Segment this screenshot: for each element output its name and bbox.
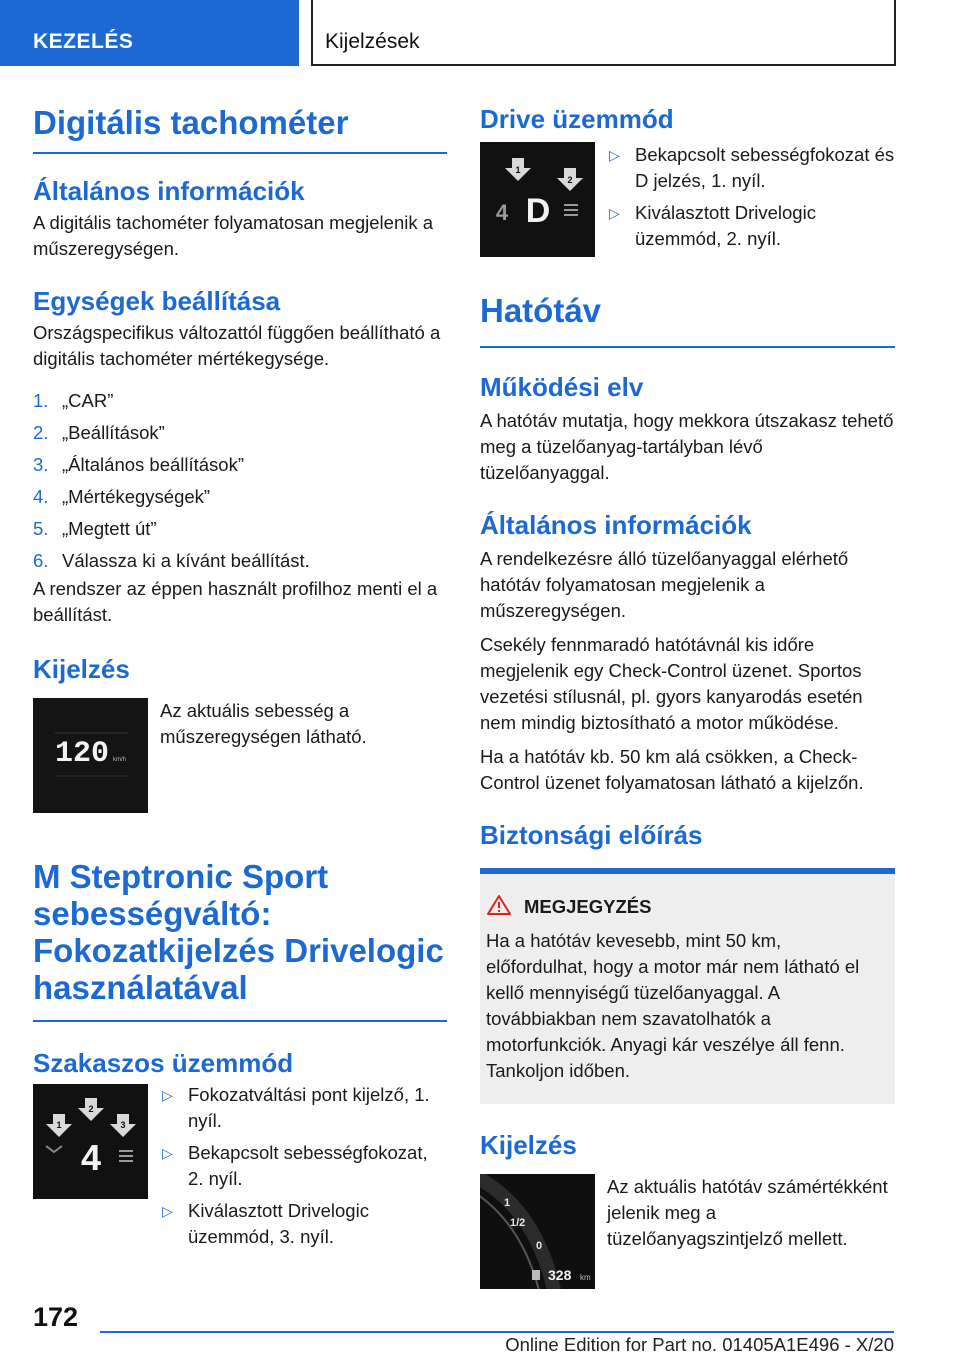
arrow-2-label: 2 xyxy=(567,175,573,185)
sequential-mode-list xyxy=(160,1082,447,1256)
gauge-label-empty: 0 xyxy=(536,1240,543,1252)
step-text: „Általános beállítások” xyxy=(62,454,245,475)
range-unit: km xyxy=(580,1273,591,1282)
sequential-mode-block xyxy=(33,1084,447,1254)
gauge-label-full: 1 xyxy=(504,1197,511,1209)
edition-text: Online Edition for Part no. 01405A1E496 - X/20 xyxy=(505,1334,894,1355)
list-item-text: Bekapcsolt sebességfokozat, 2. nyíl. xyxy=(188,1142,428,1189)
list-item-text: Kiválasztott Drivelogic üzemmód, 3. nyíl. xyxy=(188,1200,369,1247)
list-item xyxy=(33,484,447,516)
speed-value: 120 xyxy=(55,737,110,771)
note-label: MEGJEGYZÉS xyxy=(524,896,652,917)
note-title xyxy=(486,892,883,922)
range-general-text-1: A rendelkezésre álló tüzelőanyaggal elérhető hatótáv folyamatosan megjelenik a műszeregységen. xyxy=(480,548,849,621)
range-value: 328 xyxy=(548,1267,572,1283)
list-item xyxy=(33,388,447,420)
footer-divider xyxy=(100,1331,894,1333)
title-range: Hatótáv xyxy=(480,292,895,348)
range-general-text-2: Csekély fennmaradó hatótávnál kis időre megjelenik egy Check-Control üzenet. Sportos vezetési stílusnál, pl. gyors kanyarodás esetén nem mindig biztosítható a motor működése. xyxy=(480,634,863,733)
triangle-bullet-icon: ▷ xyxy=(609,205,620,221)
speed-display-text: Az aktuális sebesség a műszeregységen látható. xyxy=(160,700,367,747)
list-item xyxy=(160,1082,447,1134)
left-column xyxy=(33,100,447,1254)
drive-mode-letter: D xyxy=(525,192,551,230)
list-item xyxy=(33,420,447,452)
gear-number: 4 xyxy=(495,200,509,225)
arrow-1-label: 1 xyxy=(56,1120,62,1130)
drive-mode-list xyxy=(607,142,895,258)
chapter-tab[interactable]: Kijelzések xyxy=(311,0,896,66)
step-text: „Megtett út” xyxy=(62,518,157,539)
general-info-text: A digitális tachométer folyamatosan megjelenik a műszeregységen. xyxy=(33,212,434,259)
heading-safety: Biztonsági előírás xyxy=(480,820,703,850)
list-item xyxy=(607,142,895,194)
step-number: 5. xyxy=(33,518,49,539)
step-number: 6. xyxy=(33,550,49,571)
drive-mode-block xyxy=(480,142,895,262)
title-m-steptronic: M Steptronic Sport sebességváltó: Fokozatkijelzés Drivelogic használatával xyxy=(33,858,447,1022)
step-number: 1. xyxy=(33,390,49,411)
heading-range-general: Általános információk xyxy=(480,510,752,540)
sequential-mode-image xyxy=(33,1084,148,1199)
list-item xyxy=(33,452,447,484)
gauge-label-half: 1/2 xyxy=(510,1217,526,1229)
list-item-text: Kiválasztott Drivelogic üzemmód, 2. nyíl. xyxy=(635,202,816,249)
list-item-text: Fokozatváltási pont kijelző, 1. nyíl. xyxy=(188,1084,430,1131)
range-display-text: Az aktuális hatótáv számértékként jelenik meg a tüzelőanyagszintjelző mellett. xyxy=(607,1176,888,1249)
list-item xyxy=(160,1140,447,1192)
triangle-bullet-icon: ▷ xyxy=(162,1087,173,1103)
heading-sequential-mode: Szakaszos üzemmód xyxy=(33,1048,294,1078)
triangle-bullet-icon: ▷ xyxy=(162,1145,173,1161)
arrow-1-label: 1 xyxy=(515,165,521,175)
heading-drive-mode: Drive üzemmód xyxy=(480,104,674,134)
title-digital-speedometer: Digitális tachométer xyxy=(33,104,447,154)
right-column xyxy=(480,100,895,1290)
step-text: „Beállítások” xyxy=(62,422,165,443)
page-footer xyxy=(0,1290,960,1362)
speed-display-block xyxy=(33,698,447,814)
list-item xyxy=(160,1198,447,1250)
heading-display: Kijelzés xyxy=(33,654,130,684)
drive-mode-image xyxy=(480,142,595,257)
principle-text: A hatótáv mutatja, hogy mekkora útszakasz tehető meg a tüzelőanyag-tartályban lévő tüzelőanyaggal. xyxy=(480,410,894,483)
unit-settings-text: Országspecifikus változattól függően beállítható a digitális tachométer mértékegysége. xyxy=(33,322,441,369)
heading-general-info: Általános információk xyxy=(33,176,305,206)
gear-number: 4 xyxy=(80,1137,102,1178)
list-item xyxy=(607,200,895,252)
list-item xyxy=(33,516,447,548)
range-display-image xyxy=(480,1174,595,1289)
safety-note-box xyxy=(480,868,895,1104)
speed-display-image xyxy=(33,698,148,813)
triangle-bullet-icon: ▷ xyxy=(609,147,620,163)
step-number: 4. xyxy=(33,486,49,507)
warning-triangle-icon xyxy=(486,894,520,921)
step-number: 2. xyxy=(33,422,49,443)
arrow-2-label: 2 xyxy=(88,1104,94,1114)
step-text: „Mértékegységek” xyxy=(62,486,211,507)
page-header xyxy=(0,0,960,66)
step-text: „CAR” xyxy=(62,390,114,411)
list-item xyxy=(33,548,447,580)
note-text: Ha a hatótáv kevesebb, mint 50 km, előfordulhat, hogy a motor már nem látható el kellő mennyiségű tüzelőanyaggal. A továbbiakban nem szavatolhatók a motorfunkciók. Anyagi kár veszélye áll fenn. Tankoljon időben. xyxy=(486,930,860,1081)
triangle-bullet-icon: ▷ xyxy=(162,1203,173,1219)
settings-steps-list xyxy=(33,388,447,580)
range-general-text-3: Ha a hatótáv kb. 50 km alá csökken, a Check-Control üzenet folyamatosan látható a kijelzőn. xyxy=(480,746,864,793)
page-number: 172 xyxy=(33,1302,79,1332)
profile-save-text: A rendszer az éppen használt profilhoz menti el a beállítást. xyxy=(33,578,438,625)
heading-principle: Működési elv xyxy=(480,372,644,402)
heading-range-display: Kijelzés xyxy=(480,1130,577,1160)
step-number: 3. xyxy=(33,454,49,475)
section-tab[interactable]: KEZELÉS xyxy=(0,0,299,66)
range-display-block xyxy=(480,1174,895,1290)
heading-unit-settings: Egységek beállítása xyxy=(33,286,281,316)
arrow-3-label: 3 xyxy=(120,1120,126,1130)
speed-unit: km/h xyxy=(113,757,127,763)
step-text: Válassza ki a kívánt beállítást. xyxy=(62,550,310,571)
list-item-text: Bekapcsolt sebességfokozat és D jelzés, 1. nyíl. xyxy=(635,144,895,191)
